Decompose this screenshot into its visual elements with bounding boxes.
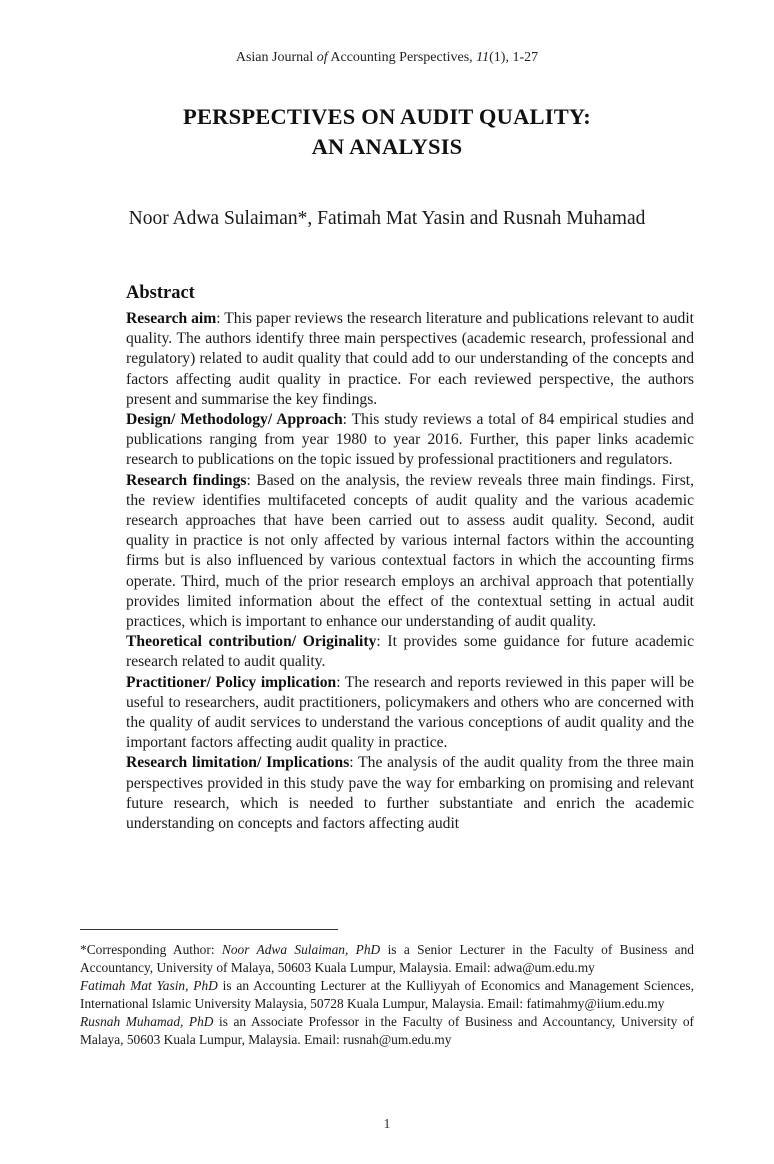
section-label: Research findings (126, 471, 247, 489)
footnote-text: is an Accounting Lecturer at the Kulliyyah of Economics and Management Sciences, International Islamic University Malaysia, 50728 Kuala Lumpur, Malaysia. Email: fatimahmy@iium.edu.my (80, 978, 694, 1011)
journal-name: Asian Journal (235, 50, 317, 65)
abstract-section-research-aim (126, 309, 694, 410)
section-text: : Based on the analysis, the review reveals three main findings. First, the review identifies multifaceted concepts of audit quality and the various academic research approaches that have been carried out to assess audit quality. Second, audit quality in practice is not only affected by various internal factors within the accounting firms but is also influenced by various contextual factors in which the accounting firms operate. Third, much of the prior research employs an archival approach that potentially provides limited information about the effect of the contextual setting in actual audit practices, which is important to enhance our understanding of audit quality. (126, 471, 695, 631)
footnote-author-name: Noor Adwa Sulaiman, PhD (221, 942, 381, 957)
section-label: Research limitation/ Implications (126, 754, 350, 772)
footnote-author-name: Fatimah Mat Yasin, PhD (80, 978, 218, 993)
footnote-text: is an Associate Professor in the Faculty of Business and Accountancy, University of Malaya, 50603 Kuala Lumpur, Malaysia. Email: rusnah@um.edu.my (80, 1014, 695, 1047)
running-head (0, 50, 774, 66)
abstract-section-research-limitation (126, 753, 694, 834)
abstract-heading: Abstract (126, 283, 195, 303)
footnote-corresponding-author (80, 941, 694, 977)
footnote-prefix: *Corresponding Author: (80, 942, 222, 957)
section-label: Theoretical contribution/ Originality (126, 633, 377, 651)
journal-name-rest: Accounting Perspectives, (327, 50, 477, 65)
section-label: Practitioner/ Policy implication (126, 673, 337, 691)
paper-title-line-2: AN ANALYSIS (311, 134, 463, 159)
section-text: : The research and reports reviewed in this paper will be useful to researchers, audit practitioners, policymakers and others who are concerned with the quality of audit services to understand the various conceptions of audit quality and the important factors affecting audit quality in practice. (126, 673, 694, 752)
journal-issue-pages: (1), 1-27 (489, 50, 539, 65)
abstract-section-practitioner-policy (126, 673, 694, 754)
footnotes (80, 941, 694, 1049)
journal-name-of: of (316, 50, 328, 65)
abstract-section-design-methodology (126, 410, 694, 471)
footnote-author-name: Rusnah Muhamad, PhD (80, 1014, 214, 1029)
section-text: : The analysis of the audit quality from the three main perspectives provided in this study pave the way for embarking on promising and relevant future research, which is needed to further substantiate and enrich the academic understanding on concepts and factors affecting audit (126, 754, 694, 833)
section-text: : It provides some guidance for future academic research related to audit quality. (126, 633, 694, 671)
abstract-section-theoretical-contribution (126, 632, 694, 672)
footnote-divider (80, 929, 338, 930)
section-label: Research aim (126, 310, 217, 327)
section-text: : This study reviews a total of 84 empirical studies and publications ranging from year 1980 to year 2016. Further, this paper links academic research to publications on the topic issued by professional practitioners and regulators. (126, 411, 694, 469)
paper-title-line-1: PERSPECTIVES ON AUDIT QUALITY: (183, 104, 591, 129)
abstract-section-research-findings (126, 471, 694, 633)
journal-volume: 11 (476, 50, 490, 65)
footnote-author-3 (80, 1013, 694, 1049)
page-number: 1 (383, 1117, 391, 1132)
paper-title (0, 102, 774, 162)
footnote-text: is a Senior Lecturer in the Faculty of Business and Accountancy, University of Malaya, 50603 Kuala Lumpur, Malaysia. Email: adwa@um.edu.my (80, 942, 694, 975)
author-list: Noor Adwa Sulaiman*, Fatimah Mat Yasin and Rusnah Muhamad (128, 208, 646, 229)
abstract (126, 281, 694, 834)
section-label: Design/ Methodology/ Approach (126, 411, 343, 429)
footnote-author-2 (80, 977, 694, 1013)
section-text: : This paper reviews the research literature and publications relevant to audit quality. The authors identify three main perspectives (academic research, professional and regulatory) related to audit quality that could add to our understanding of the concepts and factors affecting audit quality in practice. For each reviewed perspective, the authors present and summarise the key findings. (126, 310, 694, 408)
